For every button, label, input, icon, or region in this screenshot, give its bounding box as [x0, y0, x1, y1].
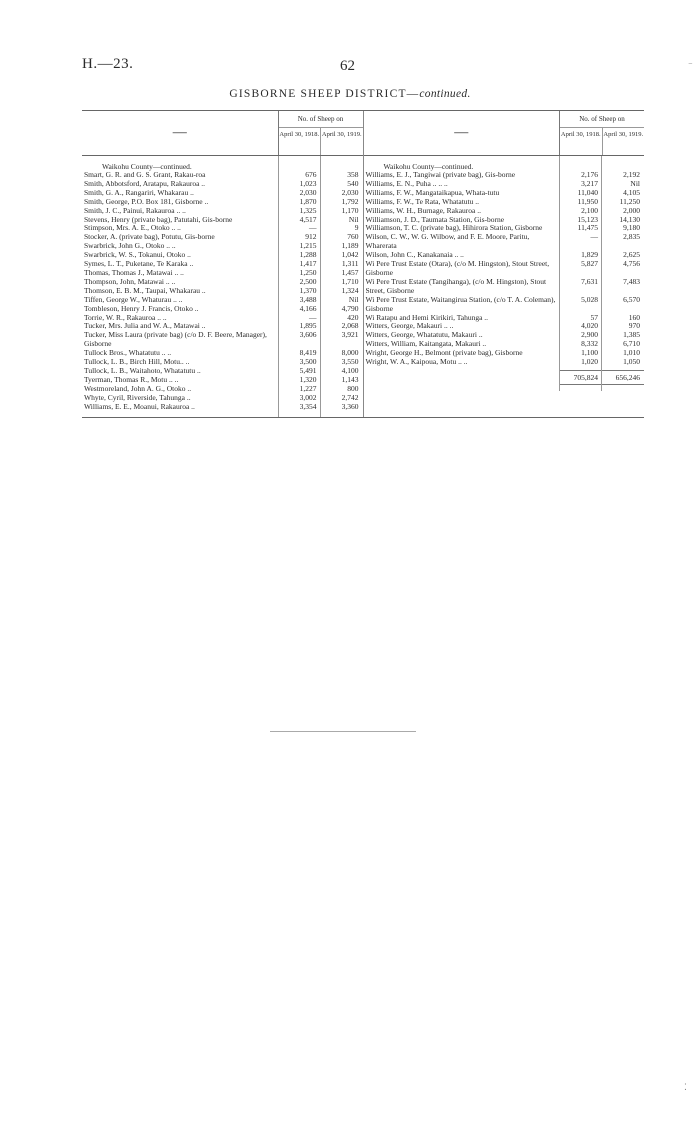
owner-name: Wi Pere Trust Estate (Tangihanga), (c/o M. Hingston), Stout Street, Gisborne — [365, 276, 547, 295]
left-table-half — [82, 111, 364, 417]
sheep-1918: 2,100 — [581, 205, 598, 215]
sheep-1919: 2,192 — [623, 170, 640, 179]
sheep-1919: 2,742 — [341, 392, 359, 402]
sheep-1919: 970 — [628, 321, 640, 331]
sheep-1918: 1,325 — [299, 205, 317, 215]
owner-name: Tucker, Mrs. Julia and W. A., Matawai .. — [84, 321, 206, 331]
sheep-1918: 15,123 — [577, 214, 598, 224]
sheep-1918: 7,631 — [581, 276, 598, 286]
sheep-1918: 676 — [305, 170, 317, 179]
sheep-1919: Nil — [348, 294, 359, 304]
page-number: 62 — [340, 58, 355, 74]
owner-name: Swarbrick, John G., Otoko .. .. — [84, 241, 176, 251]
sheep-1919: 1,010 — [623, 348, 640, 358]
sheep-1919: 1,050 — [623, 357, 640, 367]
owner-name: Tullock Bros., Whatatutu .. .. — [84, 348, 172, 358]
sheep-1918: 2,900 — [581, 330, 598, 340]
owner-name: Williamson, J. D., Taumata Station, Gis-borne — [365, 214, 505, 224]
total-row — [364, 370, 645, 385]
sheep-1918: 11,040 — [577, 187, 598, 197]
sheep-1919: 6,710 — [623, 339, 640, 349]
page-reference: H.—23. — [82, 56, 134, 72]
owner-name: Wi Pere Trust Estate (Otara), (c/o M. Hingston), Stout Street, Gisborne — [365, 259, 550, 277]
sheep-1918: 5,491 — [299, 365, 317, 375]
sheep-1919: 800 — [347, 383, 359, 393]
owner-name: Tiffen, George W., Whaturau .. .. — [84, 294, 183, 304]
table-header — [364, 111, 645, 156]
owner-name: Witters, William, Kaitangata, Makauri .. — [365, 339, 487, 349]
owner-name: Williams, W. H., Burnage, Rakauroa .. — [365, 205, 482, 215]
owner-name: Williams, F. W., Mangataikapua, Whata-tutu — [365, 187, 500, 197]
owner-name: Thomas, Thomas J., Matawai .. .. — [84, 267, 184, 277]
owner-name: Stimpson, Mrs. A. E., Otoko .. .. — [84, 223, 181, 233]
sheep-1919: 2,000 — [623, 205, 640, 215]
sheep-1919: 2,068 — [341, 321, 359, 331]
owner-name: Smart, G. R. and G. S. Grant, Rakau-roa — [84, 170, 206, 179]
owner-name: Williamson, T. C. (private bag), Hihirora Station, Gisborne — [365, 223, 543, 233]
table-row — [364, 296, 645, 314]
sheep-1919: 420 — [347, 312, 359, 322]
sheep-1918: 3,606 — [299, 330, 317, 340]
margin-mark: ⁚ — [684, 1082, 687, 1092]
closing-rule — [270, 731, 416, 732]
sheep-1919: 1,170 — [341, 205, 359, 215]
sheep-1918: 4,020 — [581, 321, 598, 331]
owner-name: Westmoreland, John A. G., Otoko .. — [84, 383, 192, 393]
table-row — [82, 331, 363, 349]
owner-name: Wright, George H., Belmont (private bag), Gisborne — [365, 348, 523, 358]
sheep-1919: 540 — [347, 178, 359, 188]
owner-name: Tullock, L. B., Birch Hill, Motu.. .. — [84, 357, 190, 367]
owner-name: Williams, F. W., Te Rata, Whatatutu .. — [365, 196, 479, 206]
col-1918-header: April 30, 1918. — [560, 131, 601, 138]
table-header — [82, 111, 363, 156]
owner-name: Symes, L. T., Puketane, Te Karaka .. — [84, 259, 194, 269]
owner-name: Williams, E. N., Puha .. .. .. — [365, 178, 448, 188]
sheep-1919: 1,385 — [623, 330, 640, 340]
margin-mark: ⁻ — [688, 60, 693, 70]
sheep-1919: 11,250 — [619, 196, 640, 206]
sheep-1918: 1,288 — [299, 250, 317, 260]
sheep-1918: 1,250 — [299, 267, 317, 277]
total-1919: 656,246 — [602, 370, 644, 385]
sheep-1919: 2,030 — [341, 187, 359, 197]
sheep-1918: 1,227 — [299, 383, 317, 393]
col-1919-header: April 30, 1919. — [602, 128, 645, 155]
sheep-1918: 3,354 — [299, 401, 317, 411]
sheep-1918: — — [309, 312, 317, 322]
sheep-1919: 1,042 — [341, 250, 359, 260]
table-row — [364, 358, 645, 367]
table-row — [364, 260, 645, 278]
sheep-count-header — [559, 111, 644, 155]
sheep-1918: 8,332 — [581, 339, 598, 349]
right-rows — [364, 171, 645, 367]
sheep-1919: 1,792 — [341, 196, 359, 206]
sheep-1919: 760 — [347, 232, 359, 242]
owner-name: Swarbrick, W. S., Tokanui, Otoko .. — [84, 250, 191, 260]
sheep-1919: 1,311 — [341, 259, 359, 269]
owner-name: Williams, E. J., Tangiwai (private bag), Gis-borne — [365, 170, 516, 179]
owner-name: Tyerman, Thomas R., Motu .. .. — [84, 374, 179, 384]
owner-name: Williams, E. E., Moanui, Rakauroa .. — [84, 401, 195, 411]
sheep-1918: 1,370 — [299, 285, 317, 295]
sheep-1919: 1,189 — [341, 241, 359, 251]
sheep-1918: 11,475 — [577, 223, 598, 233]
owner-name: Smith, Abbotsford, Aratapu, Rakauroa .. — [84, 178, 206, 188]
sheep-table — [82, 110, 644, 418]
sheep-1918: 3,488 — [299, 294, 317, 304]
sheep-1919: 2,835 — [623, 232, 640, 242]
sheep-1919: Nil — [348, 214, 359, 224]
owner-name: Stevens, Henry (private bag), Patutahi, Gis-borne — [84, 214, 233, 224]
page-title — [0, 88, 700, 100]
left-table-body — [82, 156, 363, 417]
name-column-header: — — [172, 125, 187, 140]
table-row — [82, 403, 363, 412]
owner-name: Stocker, A. (private bag), Potutu, Gis-borne — [84, 232, 215, 242]
sheep-1918: 4,517 — [299, 214, 317, 224]
sheep-count-caption: No. of Sheep on — [279, 111, 363, 128]
sheep-1918: 5,827 — [581, 259, 598, 269]
col-1918-header: April 30, 1918. — [279, 131, 320, 138]
sheep-1918: 4,166 — [299, 303, 317, 313]
owner-name: Smith, J. C., Painui, Rakauroa .. .. — [84, 205, 186, 215]
sheep-1918: 2,030 — [299, 187, 317, 197]
owner-name: Tullock, L. B., Waitahoto, Whatatutu .. — [84, 365, 201, 375]
sheep-1919: 1,710 — [341, 276, 359, 286]
sheep-count-header — [278, 111, 363, 155]
table-row — [364, 278, 645, 296]
right-table-body — [364, 156, 645, 391]
sheep-1918: 1,870 — [299, 196, 317, 206]
owner-name: Witters, George, Whatatutu, Makauri .. — [365, 330, 483, 340]
owner-name: Tombleson, Henry J. Francis, Otoko .. — [84, 303, 199, 313]
sheep-1919: 1,457 — [341, 267, 359, 277]
name-column-header: — — [454, 125, 469, 140]
sheep-1918: — — [309, 223, 317, 233]
sheep-1918: 57 — [590, 312, 598, 322]
owner-name: Thomson, E. B. M., Taupai, Whakarau .. — [84, 285, 206, 295]
owner-name: Smith, G. A., Rangariri, Whakarau .. — [84, 187, 194, 197]
title-continued: continued. — [419, 88, 471, 100]
sheep-1918: 3,002 — [299, 392, 317, 402]
sheep-1919: 4,100 — [341, 365, 359, 375]
sheep-1919: 9 — [354, 223, 359, 233]
owner-name: Wi Ratapu and Hemi Kirikiri, Tahunga .. — [365, 312, 489, 322]
owner-name: Torrie, W. R., Rakauroa .. .. — [84, 312, 167, 322]
right-table-half — [364, 111, 645, 417]
sheep-1918: — — [590, 232, 598, 242]
sheep-1918: 2,500 — [299, 276, 317, 286]
sheep-1918: 5,028 — [581, 294, 598, 304]
sheep-1918: 1,417 — [299, 259, 317, 269]
owner-name: Wilson, John C., Kanakanaia .. .. — [365, 250, 464, 260]
sheep-1919: 1,143 — [341, 374, 359, 384]
sheep-1919: Nil — [630, 178, 640, 188]
owner-name: Whyte, Cyril, Riverside, Tahunga .. — [84, 392, 191, 402]
sheep-1918: 1,320 — [299, 374, 317, 384]
owner-name: Tucker, Miss Laura (private bag) (c/o D. F. Beere, Manager), Gisborne — [84, 330, 267, 349]
owner-name: Smith, George, P.O. Box 181, Gisborne .. — [84, 196, 209, 206]
county-heading: Waikohu County—continued. — [102, 162, 192, 171]
sheep-1918: 11,950 — [577, 196, 598, 206]
owner-name: Wilson, C. W., W. G. Wilbow, and F. E. Moore, Paritu, Wharerata — [365, 232, 530, 251]
sheep-1919: 3,550 — [341, 357, 359, 367]
sheep-1918: 1,215 — [299, 241, 317, 251]
sheep-1919: 4,105 — [623, 187, 640, 197]
sheep-1919: 358 — [347, 170, 359, 179]
sheep-1918: 912 — [305, 232, 317, 242]
sheep-1919: 1,324 — [341, 285, 359, 295]
sheep-1919: 3,360 — [341, 401, 359, 411]
table-row — [364, 233, 645, 251]
sheep-1919: 4,756 — [623, 259, 640, 269]
sheep-1918: 8,419 — [299, 348, 317, 358]
sheep-count-caption: No. of Sheep on — [560, 111, 644, 128]
county-heading: Waikohu County—continued. — [383, 162, 474, 171]
sheep-1918: 1,023 — [299, 178, 317, 188]
col-1919-header: April 30, 1919. — [320, 128, 363, 155]
sheep-1918: 1,895 — [299, 321, 317, 331]
sheep-1919: 2,625 — [623, 250, 640, 260]
sheep-1919: 14,130 — [619, 214, 640, 224]
owner-name: Wright, W. A., Kaipoua, Motu .. .. — [365, 357, 468, 367]
sheep-1919: 8,000 — [341, 348, 359, 358]
owner-name: Witters, George, Makauri .. .. — [365, 321, 454, 331]
sheep-1919: 3,921 — [341, 330, 359, 340]
sheep-1918: 1,829 — [581, 250, 598, 260]
total-1918: 705,824 — [560, 370, 602, 385]
sheep-1919: 7,483 — [623, 276, 640, 286]
sheep-1919: 160 — [628, 312, 640, 322]
sheep-1919: 4,790 — [341, 303, 359, 313]
sheep-1919: 9,180 — [623, 223, 640, 233]
sheep-1918: 3,217 — [581, 178, 598, 188]
sheep-1919: 6,570 — [623, 294, 640, 304]
owner-name: Thompson, John, Matawai .. .. — [84, 276, 176, 286]
owner-name: Wi Pere Trust Estate, Waitangirua Station, (c/o T. A. Coleman), Gisborne — [365, 294, 556, 313]
sheep-1918: 1,100 — [581, 348, 598, 358]
sheep-1918: 2,176 — [581, 170, 598, 179]
sheep-1918: 3,500 — [299, 357, 317, 367]
title-main: GISBORNE SHEEP DISTRICT— — [229, 88, 420, 100]
left-rows — [82, 171, 363, 411]
sheep-1918: 1,020 — [581, 357, 598, 367]
